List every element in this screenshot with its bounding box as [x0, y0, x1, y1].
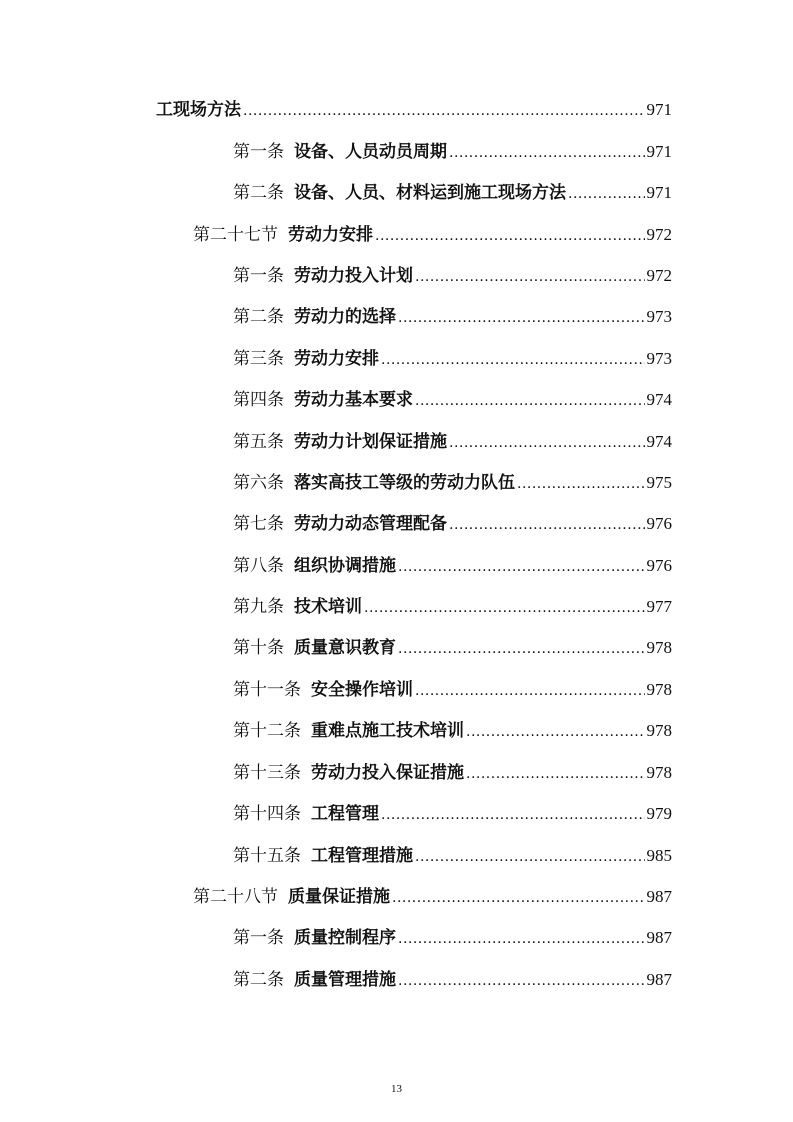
- toc-entry[interactable]: [233, 428, 672, 456]
- toc-entry[interactable]: [233, 800, 672, 828]
- toc-entry-prefix: 第二十七节: [193, 225, 278, 245]
- dot-leader: [517, 470, 645, 498]
- toc-entry[interactable]: [233, 842, 672, 870]
- toc-entry-title: 工程管理: [311, 804, 379, 824]
- toc-entry[interactable]: [233, 386, 672, 414]
- toc-entry-page: 976: [646, 514, 672, 533]
- toc-entry-page: 978: [646, 721, 672, 740]
- dot-leader: [415, 677, 645, 705]
- dot-leader: [398, 635, 645, 663]
- toc-entry-title: 组织协调措施: [294, 556, 396, 576]
- toc-entry[interactable]: [233, 593, 672, 621]
- toc-entry-title: 设备、人员动员周期: [294, 142, 447, 162]
- toc-entry[interactable]: [233, 924, 672, 952]
- toc-entry-page: 978: [646, 638, 672, 657]
- dot-leader: [381, 346, 645, 374]
- toc-entry-title: 质量管理措施: [294, 970, 396, 990]
- toc-entry[interactable]: [233, 303, 672, 331]
- toc-entry[interactable]: [233, 759, 672, 787]
- toc-entry-prefix: 第一条: [233, 928, 284, 948]
- toc-entry-title: 重难点施工技术培训: [311, 721, 464, 741]
- toc-entry-title: 劳动力计划保证措施: [294, 432, 447, 452]
- toc-entry-title: 设备、人员、材料运到施工现场方法: [294, 183, 566, 203]
- toc-entry-prefix: 第一条: [233, 142, 284, 162]
- page-number: 13: [391, 1083, 402, 1095]
- dot-leader: [415, 263, 645, 291]
- toc-entry-page: 987: [646, 887, 672, 906]
- toc-entry[interactable]: [233, 676, 672, 704]
- toc-entry-prefix: 第十五条: [233, 846, 301, 866]
- toc-entry-title: 劳动力安排: [294, 349, 379, 369]
- toc-entry-title: 质量控制程序: [294, 928, 396, 948]
- dot-leader: [398, 925, 645, 953]
- dot-leader: [449, 511, 645, 539]
- toc-entry-title: 劳动力投入计划: [294, 266, 413, 286]
- toc-entry[interactable]: [233, 138, 672, 166]
- toc-entry[interactable]: [233, 634, 672, 662]
- toc-entry-prefix: 第二十八节: [193, 887, 278, 907]
- toc-entry-prefix: 第二条: [233, 970, 284, 990]
- dot-leader: [568, 180, 645, 208]
- dot-leader: [364, 594, 645, 622]
- toc-entry-page: 974: [646, 390, 672, 409]
- toc-entry-title: 劳动力的选择: [294, 307, 396, 327]
- toc-entry-page: 987: [646, 928, 672, 947]
- toc-entry-prefix: 第十二条: [233, 721, 301, 741]
- dot-leader: [449, 139, 645, 167]
- toc-entry-title: 技术培训: [294, 597, 362, 617]
- toc-entry[interactable]: [193, 221, 672, 249]
- toc-entry-page: 972: [646, 266, 672, 285]
- toc-entry-prefix: 第二条: [233, 183, 284, 203]
- toc-entry-title: 劳动力基本要求: [294, 390, 413, 410]
- toc-entry-page: 971: [646, 183, 672, 202]
- toc-entry-title: 落实高技工等级的劳动力队伍: [294, 473, 515, 493]
- dot-leader: [381, 801, 645, 829]
- toc-entry[interactable]: [233, 966, 672, 994]
- toc-entry-prefix: 第七条: [233, 514, 284, 534]
- dot-leader: [375, 222, 645, 250]
- toc-entry-title: 工程管理措施: [311, 846, 413, 866]
- toc-entry-title: 质量意识教育: [294, 638, 396, 658]
- toc-entry-title: 劳动力投入保证措施: [311, 763, 464, 783]
- toc-entry-title: 安全操作培训: [311, 680, 413, 700]
- toc-entry-page: 978: [646, 680, 672, 699]
- dot-leader: [398, 553, 645, 581]
- toc-entry-page: 978: [646, 763, 672, 782]
- toc-entry[interactable]: [156, 96, 672, 124]
- dot-leader: [243, 97, 645, 125]
- toc-entry-prefix: 第十三条: [233, 763, 301, 783]
- dot-leader: [415, 387, 645, 415]
- toc-entry-title: 劳动力动态管理配备: [294, 514, 447, 534]
- toc-entry-page: 977: [646, 597, 672, 616]
- toc-entry-prefix: 第十一条: [233, 680, 301, 700]
- toc-entry-prefix: 第四条: [233, 390, 284, 410]
- toc-entry-title: 工现场方法: [156, 100, 241, 120]
- dot-leader: [449, 429, 645, 457]
- toc-entry-prefix: 第八条: [233, 556, 284, 576]
- dot-leader: [398, 304, 645, 332]
- toc-entry-prefix: 第一条: [233, 266, 284, 286]
- toc-entry-page: 985: [646, 846, 672, 865]
- toc-entry-page: 979: [646, 804, 672, 823]
- toc-entry[interactable]: [233, 552, 672, 580]
- toc-entry-page: 972: [646, 225, 672, 244]
- dot-leader: [466, 760, 645, 788]
- toc-entry-prefix: 第九条: [233, 597, 284, 617]
- toc-entry[interactable]: [233, 510, 672, 538]
- toc-entry[interactable]: [233, 717, 672, 745]
- toc-entry-page: 973: [646, 349, 672, 368]
- dot-leader: [415, 843, 645, 871]
- toc-entry-page: 975: [646, 473, 672, 492]
- toc-entry-page: 976: [646, 556, 672, 575]
- toc-entry-page: 971: [646, 142, 672, 161]
- dot-leader: [466, 718, 645, 746]
- toc-entry[interactable]: [233, 469, 672, 497]
- toc-entry-prefix: 第三条: [233, 349, 284, 369]
- toc-entry-prefix: 第五条: [233, 432, 284, 452]
- toc-entry-prefix: 第十四条: [233, 804, 301, 824]
- toc-entry-prefix: 第六条: [233, 473, 284, 493]
- toc-entry[interactable]: [233, 345, 672, 373]
- toc-entry-page: 973: [646, 307, 672, 326]
- toc-entry-prefix: 第二条: [233, 307, 284, 327]
- toc-entry-page: 987: [646, 970, 672, 989]
- dot-leader: [398, 967, 645, 995]
- dot-leader: [392, 884, 645, 912]
- toc-entry-prefix: 第十条: [233, 638, 284, 658]
- toc-entry[interactable]: [233, 262, 672, 290]
- toc-entry-page: 971: [646, 100, 672, 119]
- toc-entry[interactable]: [193, 883, 672, 911]
- toc-entry-title: 劳动力安排: [288, 225, 373, 245]
- toc-entry[interactable]: [233, 179, 672, 207]
- toc-entry-title: 质量保证措施: [288, 887, 390, 907]
- toc-entry-page: 974: [646, 432, 672, 451]
